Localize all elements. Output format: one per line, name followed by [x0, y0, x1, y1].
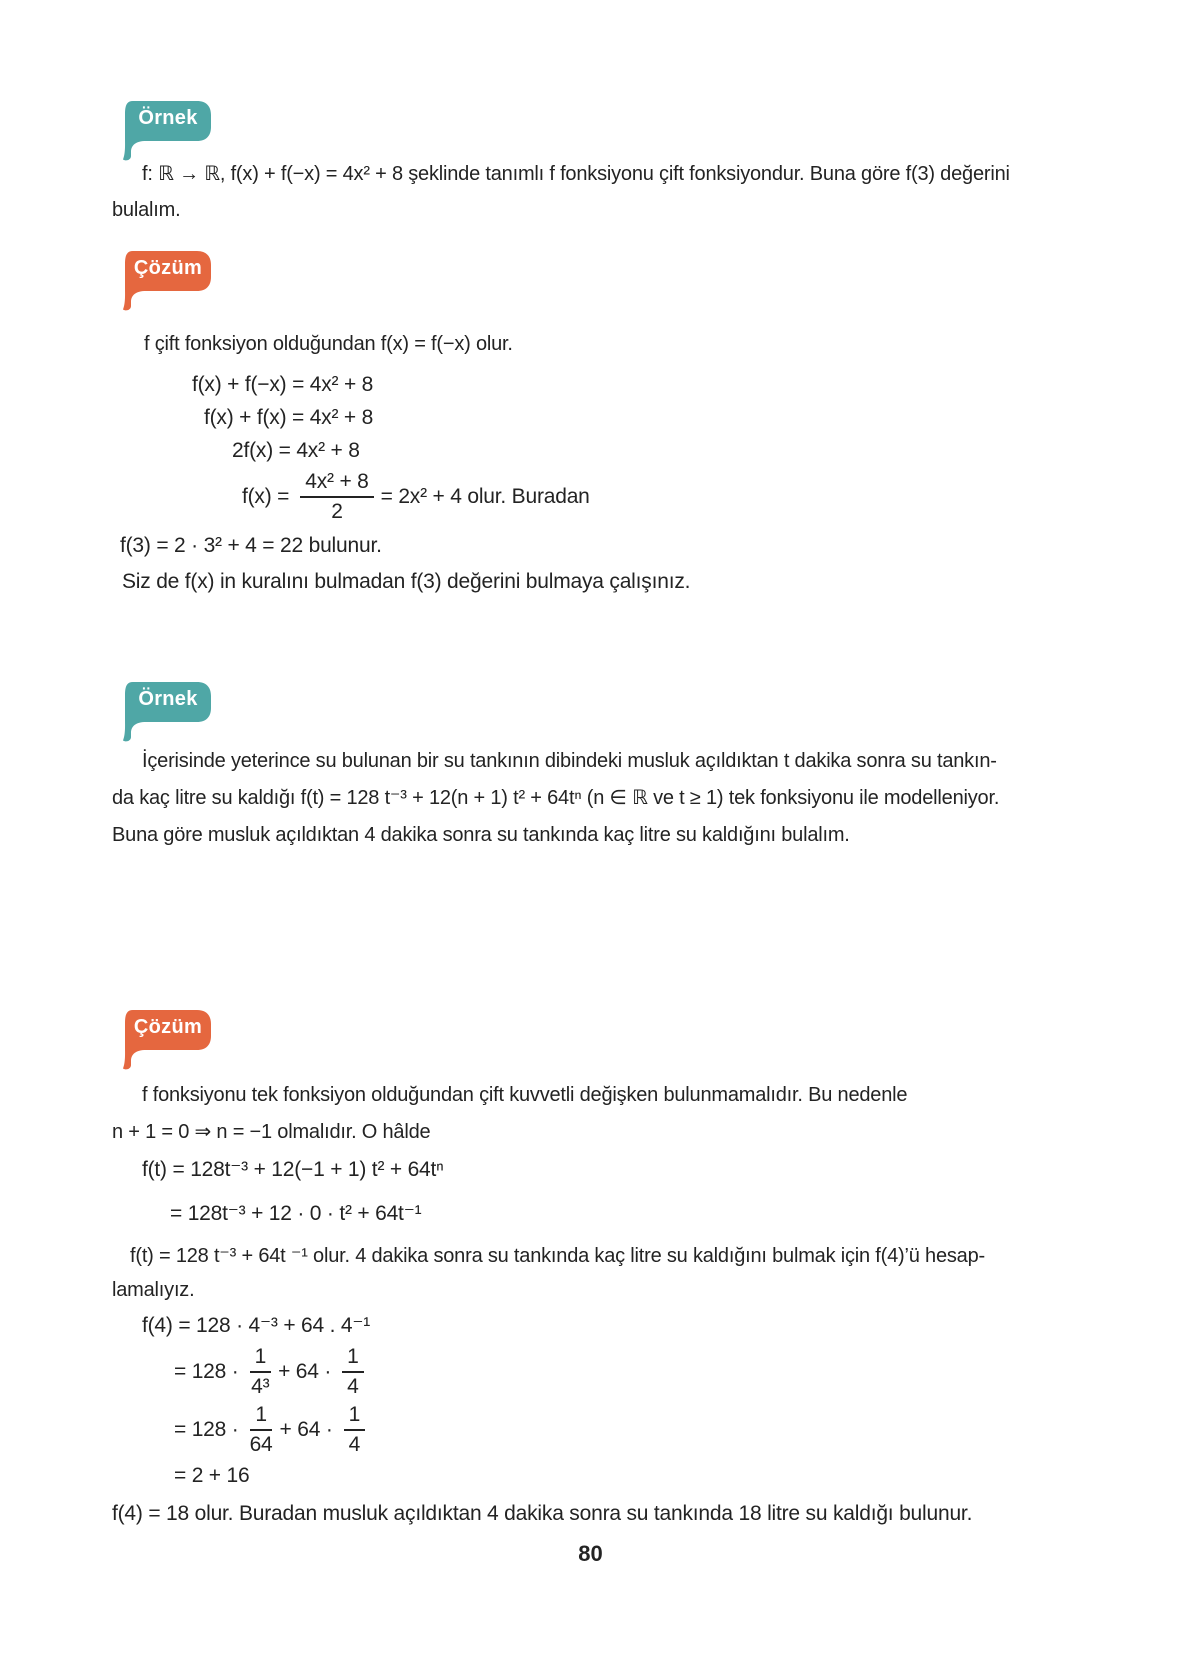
equation-line: f(4) = 128 · 4⁻³ + 64 . 4⁻¹: [142, 1314, 371, 1337]
fraction-numerator: 1: [344, 1403, 365, 1431]
equation-line: f(x) + f(−x) = 4x² + 8: [192, 373, 374, 396]
example-badge-label: Örnek: [138, 688, 198, 710]
fraction: [342, 1345, 363, 1399]
fraction: [250, 1403, 273, 1457]
fraction-numerator: 1: [342, 1345, 363, 1373]
equation-line: = 2 + 16: [174, 1464, 250, 1487]
equation-line-with-fraction: [242, 469, 1069, 525]
note-line: Siz de f(x) in kuralını bulmadan f(3) değerini bulmaya çalışınız.: [122, 570, 691, 593]
result-line: f(3) = 2 · 3² + 4 = 22 bulunur.: [120, 534, 382, 557]
fraction-numerator: 1: [250, 1345, 271, 1373]
solution2-paragraph: [112, 1239, 1069, 1307]
equation-line: f(x) + f(x) = 4x² + 8: [204, 406, 374, 429]
equation-lhs: f(x) =: [242, 485, 290, 508]
problem-line: Buna göre musluk açıldıktan 4 dakika sonra su tankında kaç litre su kaldığını bulalım.: [112, 824, 850, 846]
fraction-numerator: 4x² + 8: [300, 470, 373, 498]
solution-line: f fonksiyonu tek fonksiyon olduğundan çift kuvvetli değişken bulunmamalıdır. Bu nedenle: [142, 1084, 908, 1106]
fraction-denominator: 4³: [251, 1375, 270, 1398]
problem-line: bulalım.: [112, 199, 181, 221]
equation-rhs: = 2x² + 4 olur. Buradan: [380, 485, 590, 508]
solution-badge-label: Çözüm: [133, 257, 203, 279]
equation-line-with-fraction: [174, 1403, 1069, 1457]
example1-problem: [112, 156, 1069, 228]
fraction-denominator: 64: [249, 1433, 273, 1456]
example1-badge: [112, 100, 212, 162]
example2-problem: [112, 743, 1069, 854]
equation-mid: + 64 ·: [279, 1418, 333, 1441]
problem-line: f: ℝ → ℝ, f(x) + f(−x) = 4x² + 8 şeklinde tanımlı f fonksiyonu çift fonksiyondur. Buna göre f(3) değerini: [142, 163, 1010, 185]
problem-line: İçerisinde yeterince su bulunan bir su tankının dibindeki musluk açıldıktan t dakika sonra su tankın-: [142, 750, 997, 772]
fraction: [250, 1345, 271, 1399]
fraction: [344, 1403, 365, 1457]
example-badge-label: Örnek: [138, 107, 198, 129]
result-line: f(4) = 18 olur. Buradan musluk açıldıktan 4 dakika sonra su tankında 18 litre su kaldığı bulunur.: [112, 1502, 973, 1525]
page-number: 80: [578, 1541, 603, 1566]
solution-line: lamalıyız.: [112, 1279, 195, 1301]
equation-line: 2f(x) = 4x² + 8: [232, 439, 360, 462]
fraction-denominator: 4: [347, 1375, 359, 1398]
fraction-denominator: 2: [331, 500, 343, 523]
equation-prefix: = 128 ·: [174, 1418, 239, 1441]
solution1-intro: f çift fonksiyon olduğundan f(x) = f(−x) olur.: [144, 333, 513, 355]
example2-badge: [112, 681, 212, 743]
equation-prefix: = 128 ·: [174, 1360, 239, 1383]
solution-badge-label: Çözüm: [133, 1016, 203, 1038]
solution-line: f(t) = 128 t⁻³ + 64t ⁻¹ olur. 4 dakika sonra su tankında kaç litre su kaldığını bulmak için f(4)’ü hesap-: [130, 1245, 985, 1267]
equation-line-with-fraction: [174, 1345, 1069, 1399]
solution2-intro: [112, 1077, 1069, 1151]
fraction-denominator: 4: [348, 1433, 361, 1456]
solution1-badge: [112, 250, 212, 312]
equation-line: = 128t⁻³ + 12 · 0 · t² + 64t⁻¹: [170, 1202, 422, 1225]
solution-line: n + 1 = 0 ⇒ n = −1 olmalıdır. O hâlde: [112, 1121, 431, 1143]
fraction: [300, 470, 373, 524]
problem-line: da kaç litre su kaldığı f(t) = 128 t⁻³ + 12(n + 1) t² + 64tⁿ (n ∈ ℝ ve t ≥ 1) tek fonksiyonu ile modelleniyor.: [112, 787, 1000, 809]
equation-mid: + 64 ·: [278, 1360, 332, 1383]
equation-line: f(t) = 128t⁻³ + 12(−1 + 1) t² + 64tⁿ: [142, 1158, 444, 1181]
fraction-numerator: 1: [250, 1403, 271, 1431]
solution2-badge: [112, 1009, 212, 1071]
